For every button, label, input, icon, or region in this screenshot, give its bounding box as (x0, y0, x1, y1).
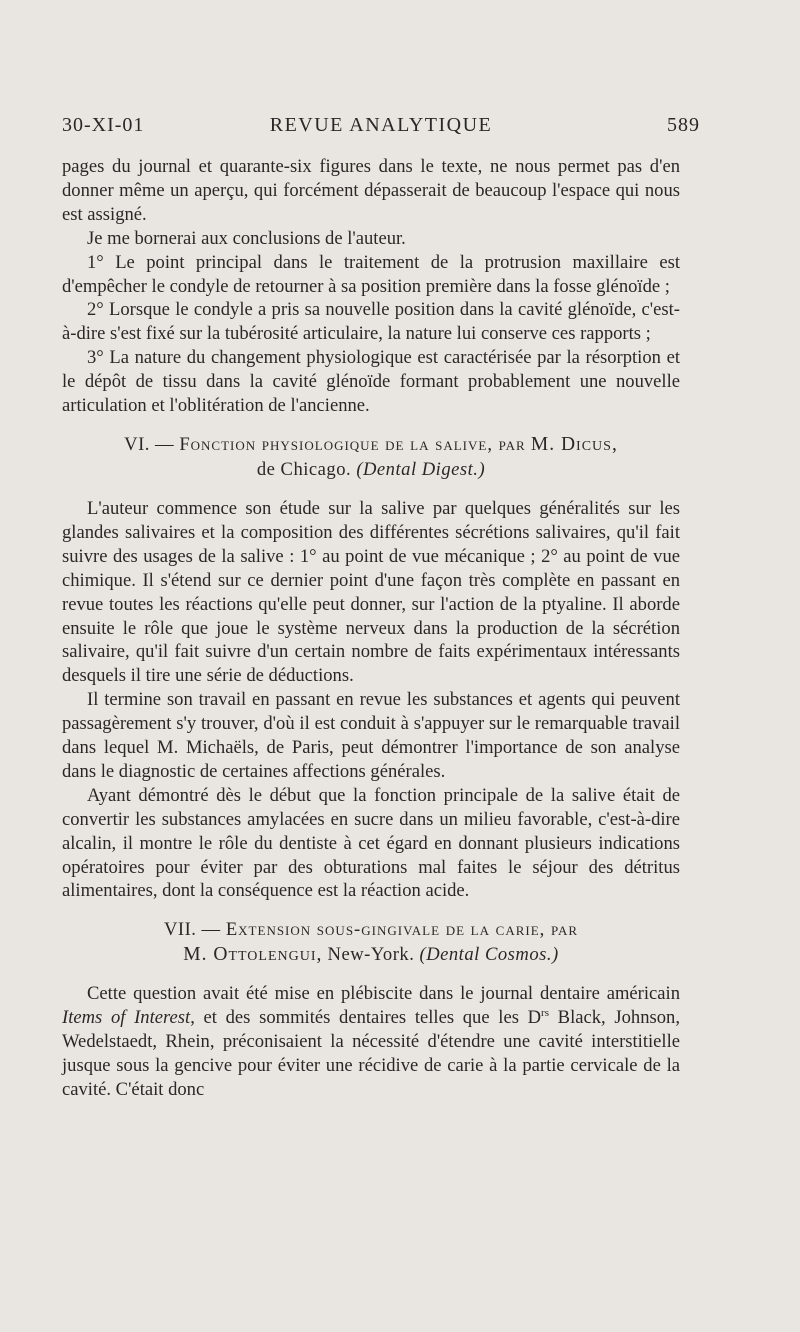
section-heading (62, 917, 680, 967)
page-body (62, 155, 680, 1102)
conclusion-item (62, 346, 680, 418)
paragraph: Ayant démontré dès le début que la fonction principale de la salive était de convertir les substances amylacées en sucre dans un milieu favorable, c'est-à-dire alcalin, il montre le rôle du dentiste à cet égard en donnant plusieurs indications opératoires pour éviter par des obturations mal faites le séjour des détritus alimentaires, dont la conséquence est la réaction acide. (62, 784, 680, 902)
paragraph (62, 982, 680, 1102)
text-run: au point de vue mécanique ; (316, 545, 542, 567)
section-heading (62, 432, 680, 482)
section-numeral: VII. — (163, 919, 221, 941)
item-number: 1° (87, 251, 104, 273)
paragraph (62, 497, 680, 688)
text-run: au point de vue chimique. Il s'étend sur ce dernier point d'une façon très complète en passant en revue toutes les réactions qu'elle peut donner, sur l'action de la ptyaline. Il aborde ensuite le rôle que joue le système nerveux dans la production de la sécrétion salivaire, qu'il fait suivre d'un certain nombre de faits expérimentaux intéressants desquels il tire une série de déductions. (62, 545, 681, 687)
page-number: 589 (667, 114, 700, 136)
section-author: M. Ottolengui, (183, 944, 323, 966)
item-text: Lorsque le condyle a pris sa nouvelle position dans la cavité glénoïde, c'est-à-dire s'est fixé sur la tubérosité articulaire, la nature lui conserve ces rapports ; (62, 299, 680, 345)
header-date: 30-XI-01 (62, 114, 145, 136)
item-text: Le point principal dans le traitement de la protrusion maxillaire est d'empêcher le condyle de retourner à sa position première dans la fosse glénoïde ; (62, 251, 680, 297)
text-run: L'auteur commence son étude sur la salive par quelques généralités sur les glandes salivaires et la composition des différentes sécrétions salivaires, qu'il fait suivre des usages de la salive : (62, 497, 680, 567)
text-run: Cette question avait été mise en plébiscite dans le journal dentaire américain (87, 983, 680, 1005)
section-source: (Dental Cosmos.) (419, 944, 559, 966)
paragraph: pages du journal et quarante-six figures dans le texte, ne nous permet pas d'en donner même un aperçu, qui forcément dépasserait de beaucoup l'espace qui nous est assigné. (62, 156, 680, 225)
section-numeral: VI. — (124, 433, 175, 455)
conclusion-item (62, 251, 680, 299)
superscript: rs (541, 1007, 549, 1020)
journal-title: Items of Interest (62, 1007, 191, 1029)
text-run: Black, Johnson, Wedelstaedt, Rhein, préconisaient la nécessité d'étendre une cavité interstitielle jusque sous la gencive pour éviter une récidive de carie à la partie cervicale de la cavité. C'était donc (62, 1007, 680, 1100)
section-title: Fonction physiologique de la salive, par (179, 433, 526, 455)
section-title: Extension sous-gingivale de la carie, par (225, 919, 579, 941)
running-header (62, 114, 700, 144)
item-number: 3° (87, 347, 104, 369)
conclusion-item (62, 298, 680, 346)
text-run: 2° (541, 545, 558, 567)
section-location: de Chicago. (256, 458, 352, 480)
item-text: La nature du changement physiologique est caractérisée par la résorption et le dépôt de tissu dans la cavité glénoïde formant probablement une nouvelle articulation et l'oblitération de l'ancienne. (62, 347, 680, 417)
paragraph: Je me bornerai aux conclusions de l'auteur. (87, 227, 406, 249)
section-author: M. Dicus, (530, 433, 618, 455)
header-title: REVUE ANALYTIQUE (269, 114, 493, 136)
text-run: , et des sommités dentaires telles que les D (190, 1007, 542, 1029)
section-source: (Dental Digest.) (356, 458, 486, 480)
text-run: 1° (299, 545, 317, 567)
paragraph: Il termine son travail en passant en revue les substances et agents qui peuvent passagèrement s'y trouver, d'où il est conduit à s'appuyer sur le remarquable travail dans lequel M. Michaëls, de Paris, peut démontrer l'importance de son analyse dans le diagnostic de certaines affections générales. (62, 689, 680, 782)
section-location: New-York. (327, 944, 415, 966)
item-number: 2° (87, 299, 104, 321)
